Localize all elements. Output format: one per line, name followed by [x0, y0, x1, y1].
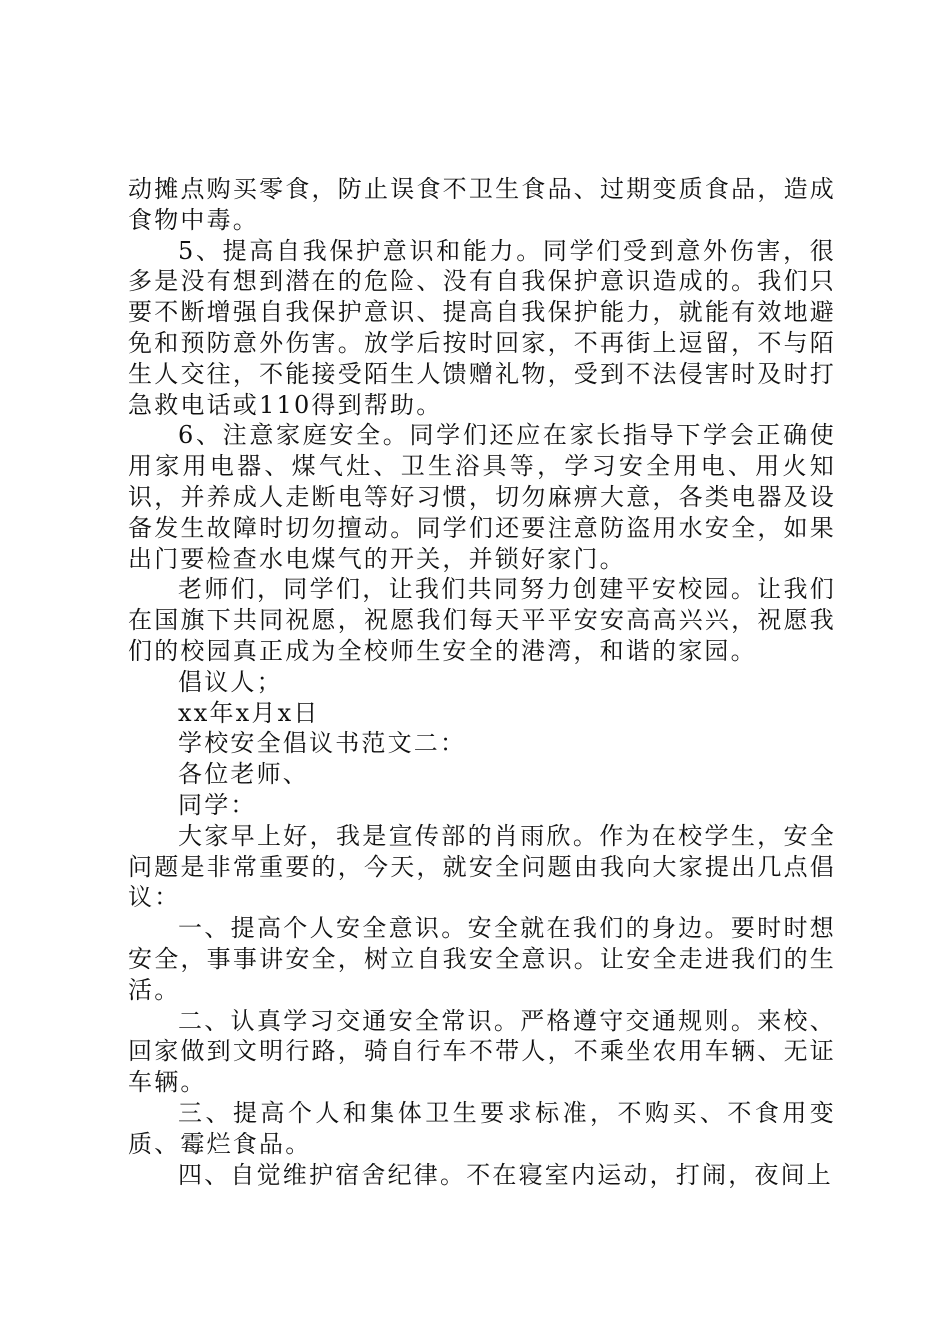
document-body	[128, 174, 836, 1190]
paragraph-item-two: 二、认真学习交通安全常识。严格遵守交通规则。来校、回家做到文明行路，骑自行车不带人，不乘坐农用车辆、无证车辆。	[128, 1006, 836, 1097]
paragraph-closing-appeal: 老师们，同学们，让我们共同努力创建平安校园。让我们在国旗下共同祝愿，祝愿我们每天平平安安高高兴兴，祝愿我们的校园真正成为全校师生安全的港湾，和谐的家园。	[128, 575, 836, 665]
paragraph-item-three: 三、提高个人和集体卫生要求标准，不购买、不食用变质、霉烂食品。	[128, 1098, 836, 1158]
section-title-sample-two: 学校安全倡议书范文二：	[178, 729, 467, 758]
salutation-students: 同学：	[178, 790, 257, 819]
salutation-teachers: 各位老师、	[178, 760, 309, 789]
paragraph-item-four: 四、自觉维护宿舍纪律。不在寝室内运动，打闹，夜间上	[178, 1160, 833, 1189]
paragraph-self-protection: 5、提高自我保护意识和能力。同学们受到意外伤害，很多是没有想到潜在的危险、没有自我保护意识造成的。我们只要不断增强自我保护意识、提高自我保护能力，就能有效地避免和预防意外伤害。放学后按时回家，不再街上逗留，不与陌生人交往，不能接受陌生人馈赠礼物，受到不法侵害时及时打急救电话或110得到帮助。	[128, 236, 836, 419]
signature-date: xx年x月x日	[178, 698, 320, 727]
paragraph-item-one: 一、提高个人安全意识。安全就在我们的身边。要时时想安全，事事讲安全，树立自我安全意识。让安全走进我们的生活。	[128, 914, 836, 1004]
paragraph-home-safety: 6、注意家庭安全。同学们还应在家长指导下学会正确使用家用电器、煤气灶、卫生浴具等，学习安全用电、用火知识，并养成人走断电等好习惯，切勿麻痹大意，各类电器及设备发生故障时切勿擅动。同学们还要注意防盗用水安全，如果出门要检查水电煤气的开关，并锁好家门。	[128, 421, 836, 573]
paragraph-food-safety-end: 动摊点购买零食，防止误食不卫生食品、过期变质食品，造成食物中毒。	[128, 175, 836, 234]
signature-initiator: 倡议人；	[178, 667, 283, 696]
paragraph-greeting: 大家早上好，我是宣传部的肖雨欣。作为在校学生，安全问题是非常重要的，今天，就安全问题由我向大家提出几点倡议：	[128, 821, 836, 912]
